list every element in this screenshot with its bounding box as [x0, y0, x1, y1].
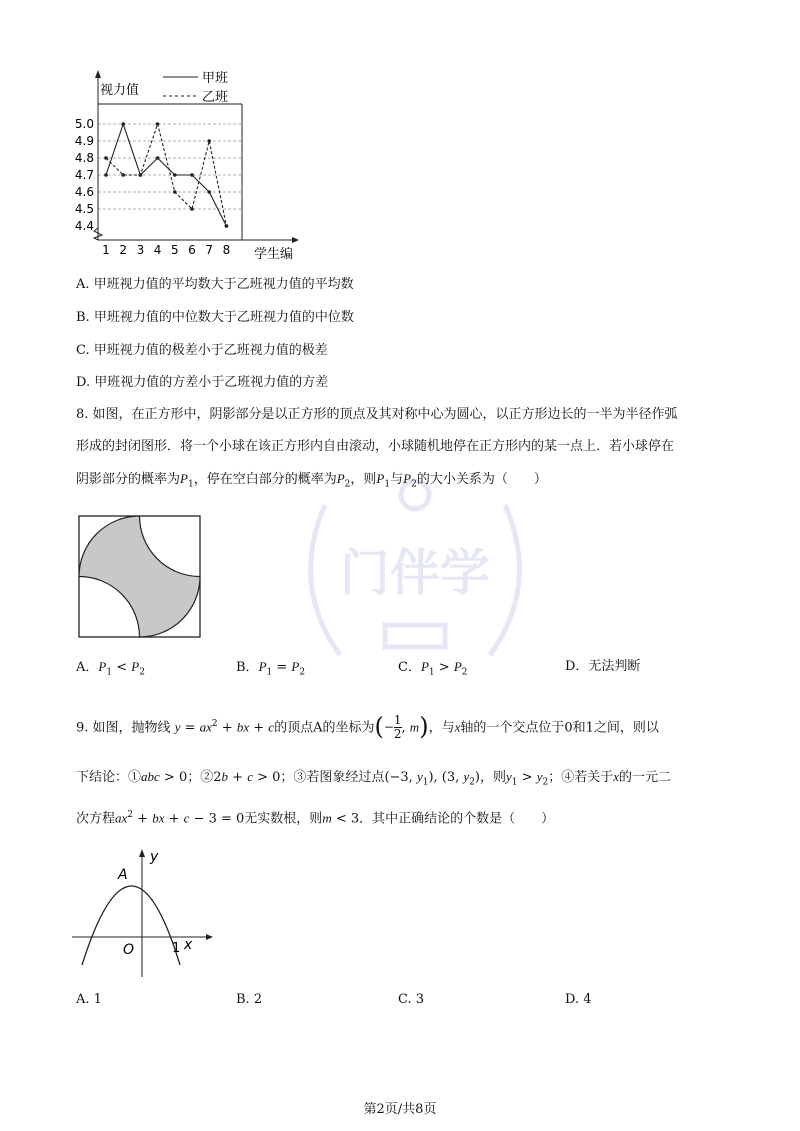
q8-text-part: ，则 [350, 472, 377, 487]
data-point-yi [156, 122, 160, 126]
x-tick-label: 5 [170, 243, 179, 257]
option-label: A． [76, 660, 99, 675]
legend-label-yi: 乙班 [202, 90, 229, 105]
data-point-jia [173, 173, 177, 177]
q8-option-b: B．$P_1 = P_2$ [236, 659, 306, 678]
q9-text-part: 的顶点A的坐标为 [274, 720, 375, 736]
q8-text-part: 阴影部分的概率为 [76, 472, 181, 487]
x-tick-labels [102, 243, 230, 257]
q8-text-part: 的大小关系为（ ） [416, 472, 547, 487]
q8-option-a: A．$P_1 < P_2$ [76, 659, 145, 678]
x-tick-label: 2 [119, 243, 128, 257]
y-tick-label: 4.5 [74, 202, 94, 216]
origin-label: O [123, 942, 135, 958]
data-point-jia [190, 173, 194, 177]
q9-text-part: ，则 [480, 770, 507, 785]
q9-text-part: 9. 如图，抛物线 [76, 720, 171, 736]
x-tick-label: 1 [102, 243, 110, 257]
q9-text-part: 无实数根，则 [244, 811, 323, 827]
data-point-yi [104, 156, 108, 160]
q9-option-a: A. 1 [76, 992, 102, 1007]
q9-stem-line3: 次方程$ax^2$ + bx + c − 3 = 0无实数根，则m < 3．其中正确结论的个数是（ ） [76, 810, 555, 827]
vision-line-chart [70, 68, 310, 272]
y-tick-label: 4.8 [74, 151, 94, 165]
y-tick-labels [75, 117, 94, 233]
vertex-label: A [118, 867, 128, 883]
y-axis-label: 视力值 [100, 83, 140, 98]
q8-option-d: D．无法判断 [565, 659, 641, 674]
data-point-jia [104, 173, 108, 177]
q9-text-part: ，与 [428, 720, 455, 736]
x-axis-arrow [206, 934, 213, 940]
y-tick-label: 4.4 [74, 219, 94, 233]
q9-text-part: ．其中正确结论的个数是（ ） [359, 811, 555, 827]
x-axis-arrow [292, 237, 299, 243]
y-axis-arrow [95, 70, 101, 78]
data-point-yi [190, 207, 194, 211]
x-label: x [184, 937, 193, 953]
x-tick-label: 3 [136, 243, 145, 257]
data-point-jia [207, 190, 211, 194]
q9-stem-line2: 下结论：①abc > 0；②2b + c > 0；③若图象经过点(−3, $y_1$), (3, $y_2$)，则$y_1 > y_2$；④若关于x的一元二 [76, 769, 672, 788]
x-tick-label: 4 [153, 243, 162, 257]
data-point-yi [121, 173, 125, 177]
x-axis-label: 学生编 [254, 247, 294, 262]
data-point-jia [121, 122, 125, 126]
y-tick-label: 4.6 [74, 185, 94, 199]
q9-option-b: B. 2 [236, 992, 263, 1007]
x-tick-label: 7 [205, 243, 214, 257]
q8-text-part: ，停在空白部分的概率为 [193, 472, 337, 487]
y-axis-arrow [139, 849, 145, 857]
q9-parabola-graph [68, 845, 218, 984]
legend-label-jia: 甲班 [202, 71, 229, 86]
q9-text-part: ；② [187, 770, 214, 785]
q9-text-part: 的一元二 [619, 770, 672, 785]
option-label: B． [236, 660, 259, 675]
y-tick-label: 4.7 [74, 168, 94, 182]
data-point-yi [225, 224, 229, 228]
data-point-yi [139, 173, 143, 177]
q9-stem-line1: 9. 如图，抛物线 $y = ax^2$ + bx + c的顶点A的坐标为(− $\frac{1}{2}$ , m)，与x轴的一个交点位于0和1之间，则以 [76, 712, 659, 742]
y-tick-label: 4.9 [74, 134, 94, 148]
q8-stem-line1: 8. 如图，在正方形中，阴影部分是以正方形的顶点及其对称中心为圆心，以正方形边长的一半为半径作弧 [76, 407, 678, 422]
data-point-yi [173, 190, 177, 194]
q8-square-figure [78, 515, 202, 643]
q8-text-part: 与 [390, 472, 404, 487]
x-tick-label: 8 [222, 243, 231, 257]
q7-option-c: C. 甲班视力值的极差小于乙班视力值的极差 [76, 343, 328, 358]
q7-option-d: D. 甲班视力值的方差小于乙班视力值的方差 [76, 375, 329, 390]
watermark-text: 门伴学 [340, 544, 490, 602]
q9-text-part: ；③若图象经过点 [280, 770, 385, 785]
chart-legend [163, 71, 228, 105]
option-label: C． [398, 660, 421, 675]
q7-option-a: A. 甲班视力值的平均数大于乙班视力值的平均数 [76, 277, 354, 292]
x-tick-label: 6 [188, 243, 196, 257]
one-label: 1 [172, 941, 181, 956]
q8-stem-line3: 阴影部分的概率为$P_1$，停在空白部分的概率为$P_2$，则$P_1$与$P_2$的大小关系为（ ） [76, 471, 547, 490]
q7-option-b: B. 甲班视力值的中位数大于乙班视力值的中位数 [76, 310, 354, 325]
chart-svg [70, 68, 310, 268]
q9-text-part: 轴的一个交点位于0和1之间，则以 [460, 720, 659, 736]
q8-option-c: C．$P_1 > P_2$ [398, 659, 468, 678]
page-footer: 第2页/共8页 [363, 1102, 437, 1117]
q9-text-part: 下结论：① [76, 770, 142, 785]
q9-option-c: C. 3 [398, 992, 425, 1007]
q9-option-d: D. 4 [565, 992, 592, 1007]
y-label: y [150, 849, 159, 865]
data-point-jia [156, 156, 160, 160]
q9-text-part: ；④若关于 [548, 770, 614, 785]
data-point-yi [207, 139, 211, 143]
q9-text-part: 次方程 [76, 811, 116, 827]
y-tick-label: 5.0 [74, 117, 94, 131]
q8-stem-line2: 形成的封闭图形．将一个小球在该正方形内自由滚动，小球随机地停在正方形内的某一点上．若小球停在 [76, 439, 675, 454]
